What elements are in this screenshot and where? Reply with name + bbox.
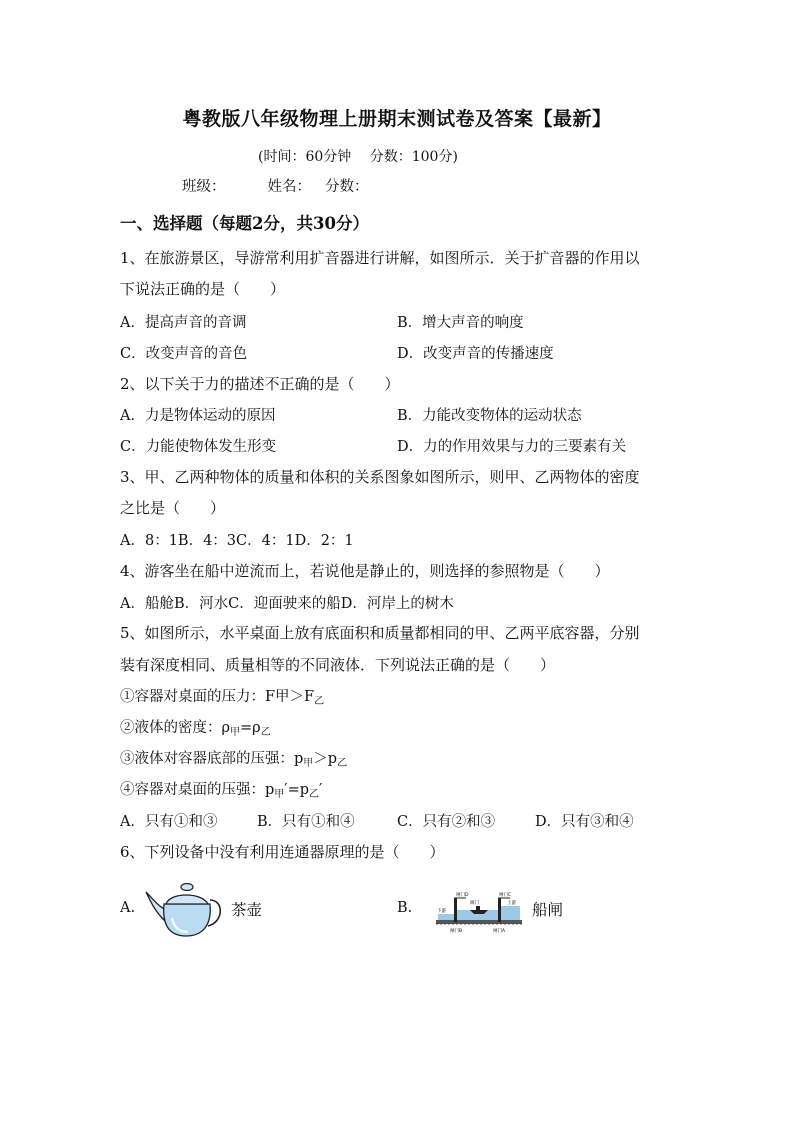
valve-label: 阀门	[470, 901, 479, 906]
q5-option-c: C．只有②和③	[397, 814, 496, 830]
q2-option-d: D．力的作用效果与力的三要素有关	[397, 439, 627, 455]
subscript: 乙	[314, 696, 325, 707]
statement-4-end: ′	[319, 782, 323, 798]
q5-statement-4	[120, 778, 322, 800]
q6-stem: 6、下列设备中没有利用连通器原理的是（ ）	[120, 843, 445, 861]
downstream-label: 下游	[437, 909, 446, 914]
q1-stem-line2: 下说法正确的是（ ）	[120, 280, 286, 298]
q5-option-a: A．只有①和③	[120, 814, 218, 830]
subscript: 乙	[337, 758, 348, 769]
gate-c-label: 闸门C	[499, 893, 512, 898]
q1-stem-line1: 1、在旅游景区，导游常利用扩音器进行讲解，如图所示．关于扩音器的作用以	[120, 249, 640, 267]
name-label: 姓名：	[267, 179, 311, 195]
q2-option-a: A．力是物体运动的原因	[120, 408, 276, 424]
q6-option-a-letter: A.	[120, 900, 136, 916]
q6-option-b-letter: B.	[397, 900, 413, 916]
q6-option-a-label: 茶壶	[231, 901, 263, 919]
teapot-icon	[144, 874, 226, 940]
student-info-line	[182, 175, 383, 196]
q1-option-d: D．改变声音的传播速度	[397, 346, 554, 362]
q5-stem-line2: 装有深度相同、质量相等的不同液体．下列说法正确的是（ ）	[120, 656, 556, 674]
score-label: 分数：	[325, 179, 369, 195]
exam-time-score: (时间：60分钟 分数：100分)	[258, 149, 458, 165]
q1-option-c: C．改变声音的音色	[120, 346, 248, 362]
q4-stem: 4、游客坐在船中逆流而上，若说他是静止的，则选择的参照物是（ ）	[120, 562, 610, 580]
ship-lock-diagram	[436, 890, 522, 934]
statement-2-text: ②液体的密度：ρ	[120, 720, 231, 736]
document-title: 粤教版八年级物理上册期末测试卷及答案【最新】	[182, 108, 612, 130]
q6-option-b-label: 船闸	[532, 901, 564, 919]
q2-option-b: B．力能改变物体的运动状态	[397, 408, 582, 424]
statement-3-text: ③液体对容器底部的压强：p	[120, 751, 304, 767]
subscript: 甲	[230, 727, 241, 738]
q3-stem-line2: 之比是（ ）	[120, 499, 226, 517]
statement-2-mid: =ρ	[240, 720, 261, 736]
q5-statement-3	[120, 747, 347, 769]
statement-3-mid: ＞p	[313, 751, 338, 767]
q5-stem-line1: 5、如图所示，水平桌面上放有底面积和质量都相同的甲、乙两平底容器，分别	[120, 624, 640, 642]
q4-options: A．船舱B．河水C．迎面驶来的船D．河岸上的树木	[120, 596, 454, 612]
q3-stem-line1: 3、甲、乙两种物体的质量和体积的关系图象如图所示，则甲、乙两物体的密度	[120, 468, 640, 486]
statement-1-text: ①容器对桌面的压力：F甲＞F	[120, 689, 315, 705]
statement-4-text: ④容器对桌面的压强：p	[120, 782, 275, 798]
q2-option-c: C．力能使物体发生形变	[120, 439, 277, 455]
subscript: 乙	[260, 727, 271, 738]
gate-b-label: 闸门B	[450, 929, 463, 934]
subscript: 甲	[303, 758, 314, 769]
q2-stem: 2、以下关于力的描述不正确的是（ ）	[120, 375, 400, 393]
q3-options: A．8：1B．4：3C．4：1D．2：1	[120, 533, 354, 549]
q5-statement-2	[120, 716, 271, 738]
upstream-label: 上游	[507, 901, 516, 906]
class-label: 班级：	[182, 179, 226, 195]
statement-4-mid: ′=p	[284, 782, 310, 798]
q5-statement-1	[120, 685, 324, 707]
q1-option-b: B．增大声音的响度	[397, 315, 524, 331]
subscript: 乙	[309, 789, 320, 800]
q5-option-d: D．只有③和④	[535, 814, 634, 830]
q1-option-a: A．提高声音的音调	[120, 315, 247, 331]
gate-d-label: 闸门D	[456, 893, 469, 898]
gate-a-label: 闸门A	[493, 929, 506, 934]
subscript: 甲	[274, 789, 285, 800]
section-heading: 一、选择题（每题2分，共30分）	[120, 214, 369, 233]
q5-option-b: B．只有①和④	[257, 814, 355, 830]
